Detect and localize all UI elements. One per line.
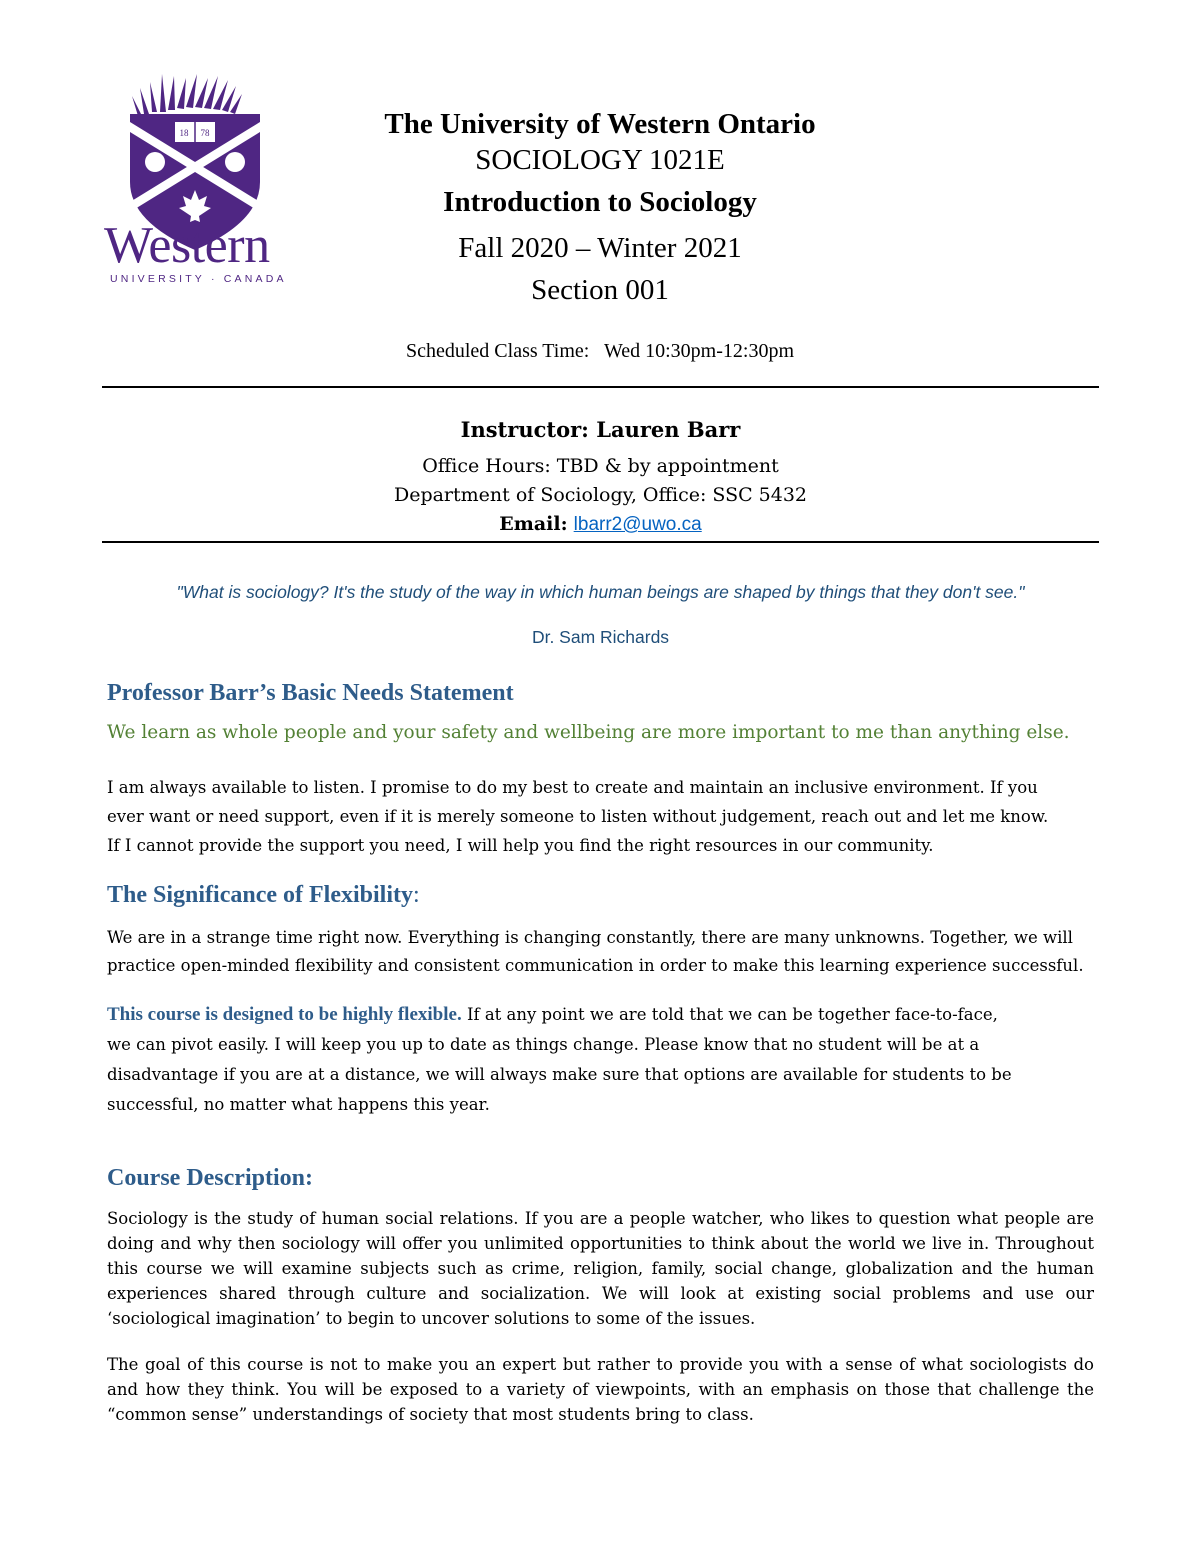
- office-hours: Office Hours: TBD & by appointment: [422, 455, 779, 477]
- paragraph-line: disadvantage if you are at a distance, we will always make sure that options are available for students to be: [107, 1065, 1012, 1084]
- paragraph-line: this course we will examine subjects such as crime, religion, family, social change, globalization and the human: [107, 1259, 1094, 1278]
- flexibility-heading-text: The Significance of Flexibility: [107, 882, 413, 908]
- paragraph-line: “common sense” understandings of society that most students bring to class.: [107, 1405, 754, 1424]
- flexibility-highlight: This course is designed to be highly flexible.: [107, 1004, 462, 1025]
- paragraph-line: If I cannot provide the support you need, I will help you find the right resources in our community.: [107, 836, 934, 855]
- paragraph-line: [107, 1000, 1097, 1030]
- email-line: [102, 513, 1099, 536]
- course-description-para-1: [107, 1206, 1094, 1331]
- class-time: Scheduled Class Time: Wed 10:30pm-12:30pm: [405, 340, 795, 362]
- email-link[interactable]: lbarr2@uwo.ca: [573, 514, 702, 535]
- sun-rays-icon: [132, 74, 242, 116]
- paragraph-line: I am always available to listen. I promise to do my best to create and maintain an inclusive environment. If you: [107, 778, 1038, 797]
- course-section: Section 001: [531, 274, 669, 306]
- basic-needs-body: [107, 773, 1097, 860]
- paragraph-line: we can pivot easily. I will keep you up to date as things change. Please know that no student will be at a: [107, 1035, 980, 1054]
- flexibility-heading: [107, 882, 420, 909]
- university-name: The University of Western Ontario: [384, 108, 816, 140]
- paragraph-line: We are in a strange time right now. Everything is changing constantly, there are many unknowns. Together, we will: [107, 928, 1073, 947]
- basic-needs-lead: We learn as whole people and your safety and wellbeing are more important to me than anything else.: [107, 722, 1070, 743]
- paragraph-line: experiences shared through culture and socialization. We will look at existing social problems and use our: [107, 1284, 1094, 1303]
- course-title: Introduction to Sociology: [443, 186, 757, 218]
- svg-text:78: 78: [200, 128, 210, 138]
- quote-author: Dr. Sam Richards: [531, 627, 670, 647]
- course-code: SOCIOLOGY 1021E: [475, 144, 725, 176]
- course-term: Fall 2020 – Winter 2021: [458, 232, 742, 264]
- email-label: Email:: [499, 513, 568, 535]
- paragraph-line: successful, no matter what happens this year.: [107, 1095, 490, 1114]
- course-description-heading: Course Description:: [107, 1165, 313, 1191]
- paragraph-line: ever want or need support, even if it is merely someone to listen without judgement, reach out and let me know.: [107, 807, 1049, 826]
- logo-wordmark: Western: [104, 217, 270, 274]
- department-office: Department of Sociology, Office: SSC 5432: [393, 484, 808, 506]
- instructor-name: Instructor: Lauren Barr: [460, 417, 741, 442]
- paragraph-line: Sociology is the study of human social relations. If you are a people watcher, who likes to question what people are: [107, 1209, 1094, 1228]
- course-description-para-2: [107, 1352, 1094, 1427]
- paragraph-line: doing and why then sociology will offer you unlimited opportunities to think about the world we live in. Throughout: [107, 1234, 1094, 1253]
- logo-subtitle: UNIVERSITY · CANADA: [110, 273, 287, 285]
- paragraph-line: ‘sociological imagination’ to begin to uncover solutions to some of the issues.: [107, 1309, 756, 1328]
- flexibility-body-2: [107, 1000, 1097, 1120]
- svg-text:18: 18: [179, 128, 189, 138]
- flexibility-body: [107, 924, 1097, 980]
- paragraph-line: practice open-minded flexibility and consistent communication in order to make this learning experience successful.: [107, 956, 1084, 975]
- basic-needs-heading: Professor Barr’s Basic Needs Statement: [107, 680, 514, 706]
- paragraph-line: The goal of this course is not to make you an expert but rather to provide you with a sense of what sociologists do: [107, 1355, 1094, 1374]
- quote-text: "What is sociology? It's the study of the way in which human beings are shaped by things that they don't see.": [176, 582, 1025, 602]
- flexibility-heading-colon: :: [413, 882, 420, 908]
- flexibility-first-line: If at any point we are told that we can be together face-to-face,: [461, 1005, 998, 1024]
- divider-bottom: [102, 541, 1099, 543]
- divider-top: [102, 386, 1099, 388]
- paragraph-line: and how they think. You will be exposed to a variety of viewpoints, with an emphasis on those that challenge the: [107, 1380, 1094, 1399]
